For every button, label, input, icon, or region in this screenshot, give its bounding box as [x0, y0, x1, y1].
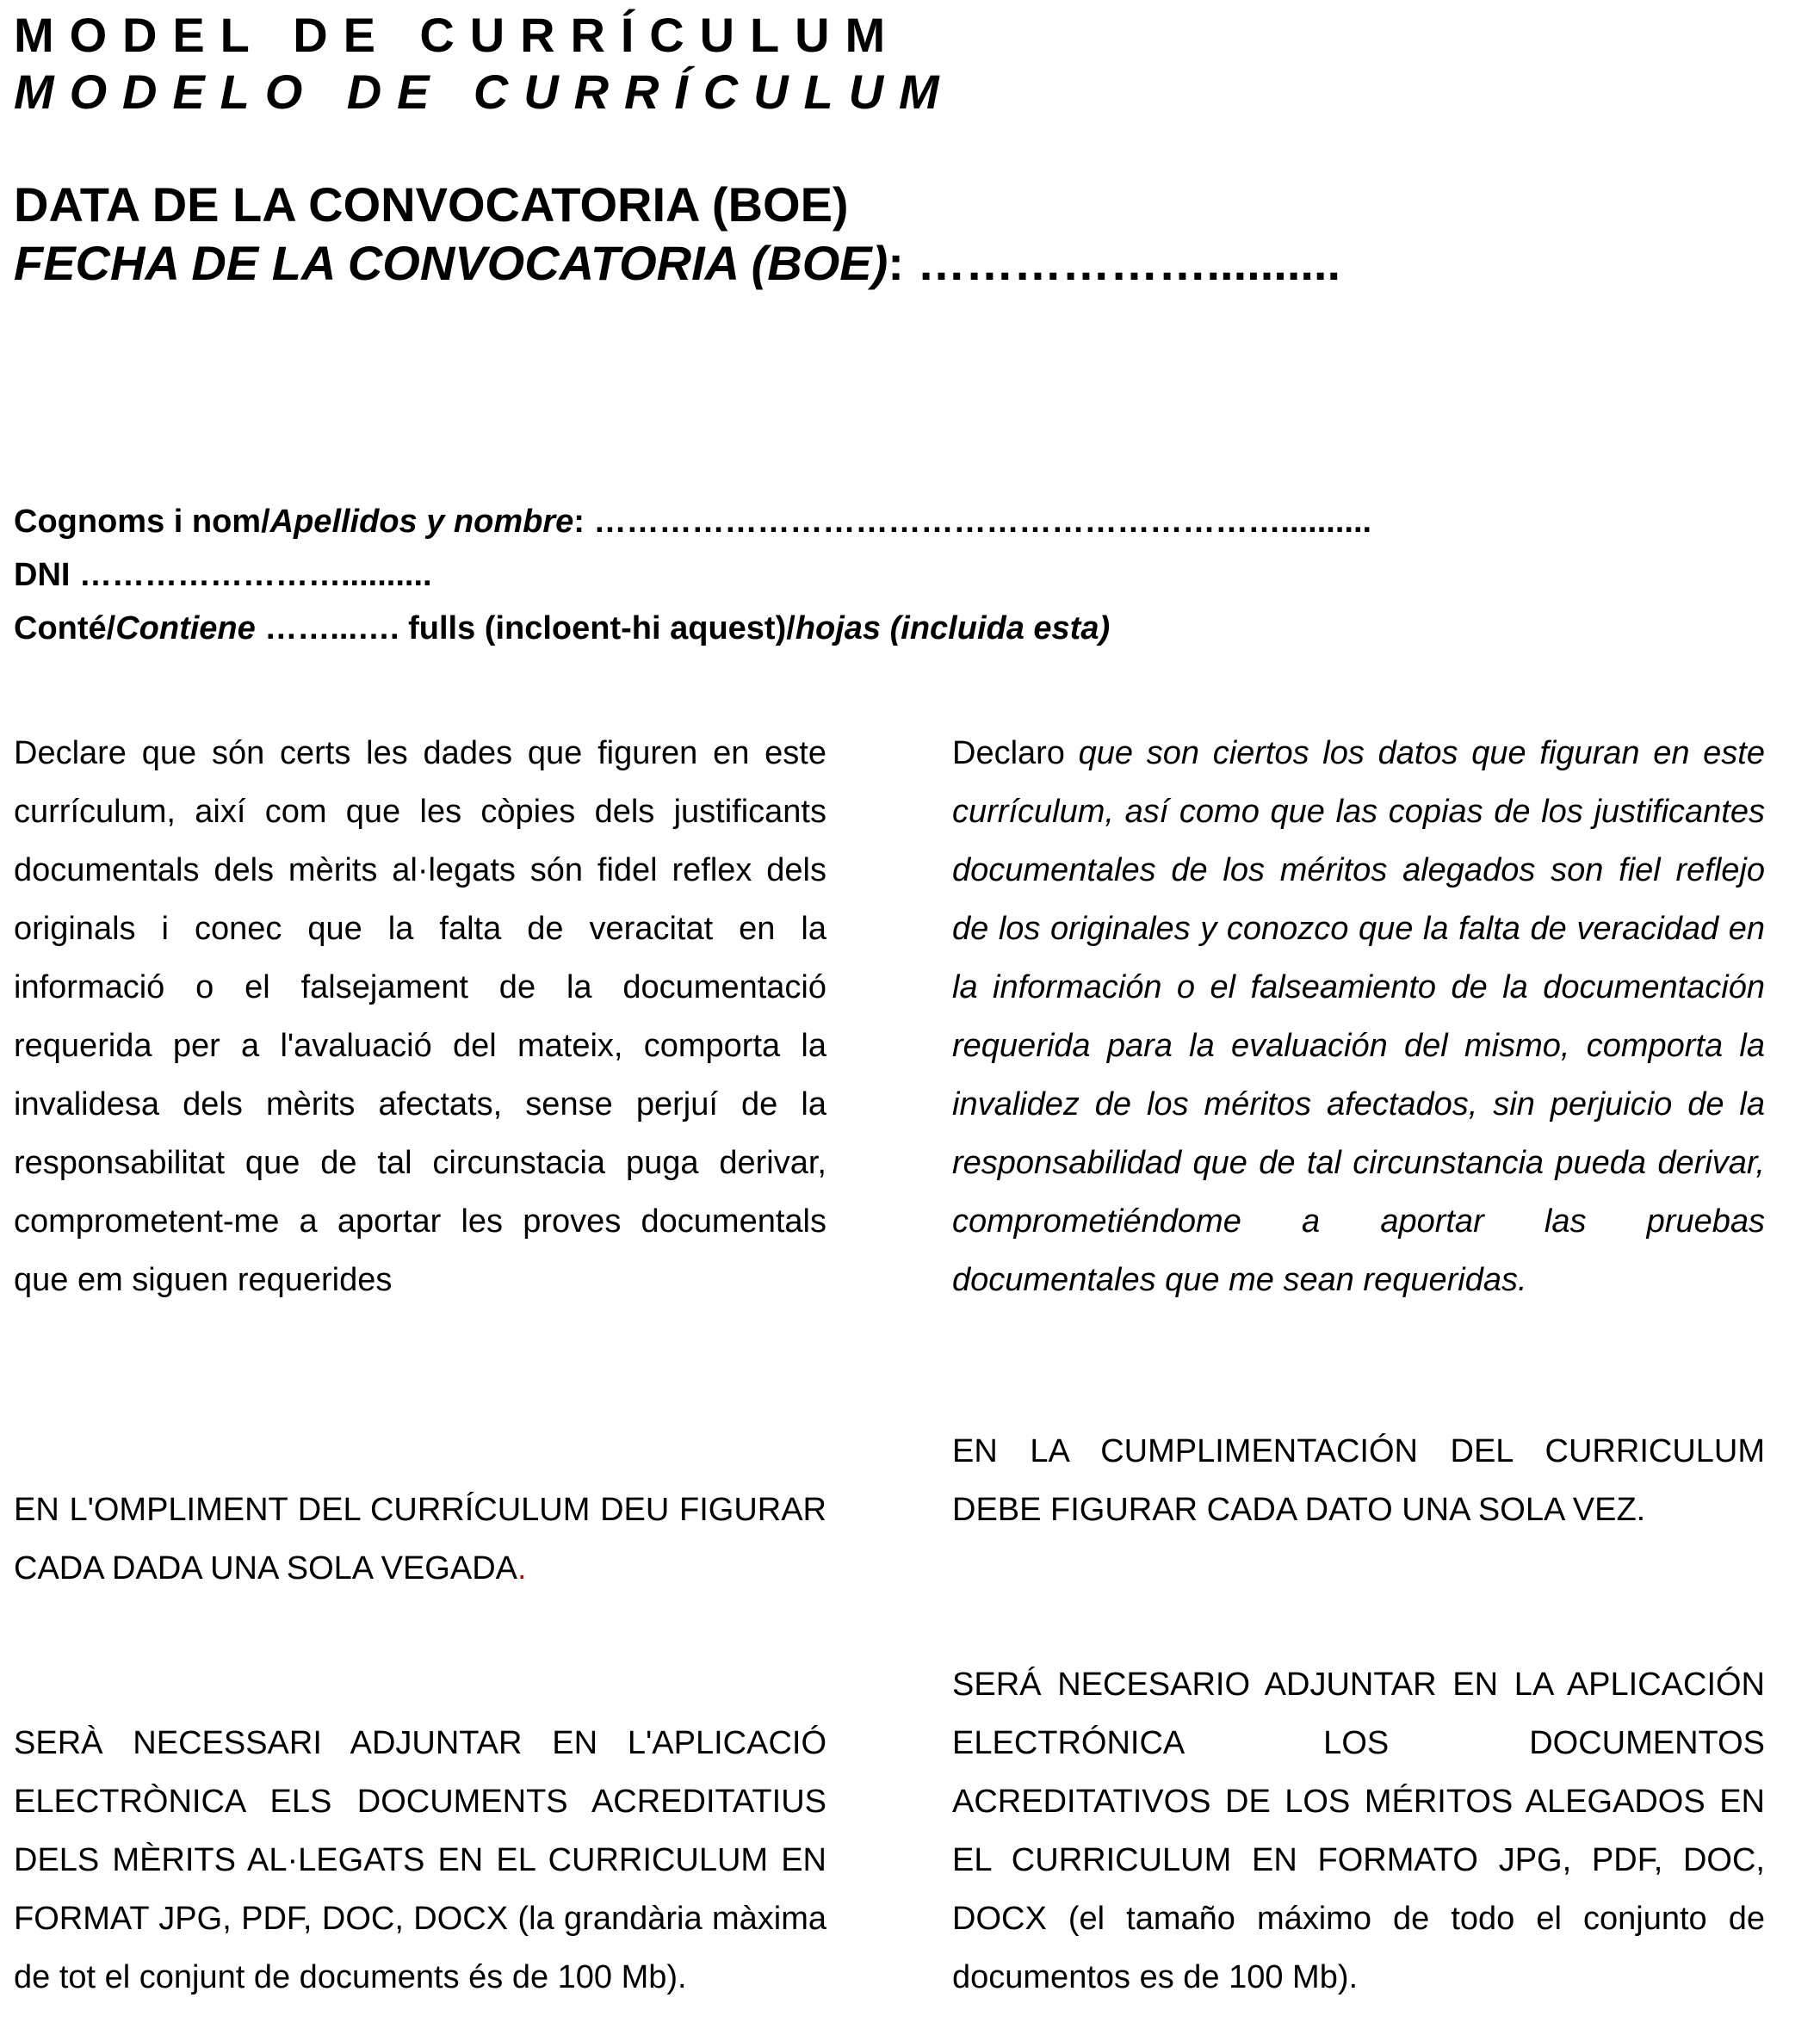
- name-field-line: [14, 495, 1371, 548]
- declaration-spanish-lead: Declaro: [952, 735, 1079, 771]
- fill-notice-catalan: [14, 1481, 826, 1598]
- convocatoria-date-block: [14, 176, 1340, 293]
- declaration-spanish-body: que son ciertos los datos que figuran en este currículum, así como que las copias de los justificantes documentales de los méritos alegados son fiel reflejo de los originales y conozco que la falta de veracidad en la información o el falseamiento de la documentación requerida para la evaluación del mismo, comporta la invalidez de los méritos afectados, sin perjuicio de la responsabilidad que de tal circunstancia pueda derivar, comprometiéndome a aportar las pruebas documentales que me sean requeridas.: [952, 735, 1765, 1298]
- convocatoria-line-spanish: [14, 234, 1340, 293]
- convocatoria-colon: :: [888, 236, 904, 290]
- name-label-catalan: Cognoms i nom/: [14, 504, 270, 540]
- convocatoria-date-field[interactable]: ………………..........: [903, 236, 1341, 290]
- attach-notice-spanish: SERÁ NECESARIO ADJUNTAR EN LA APLICACIÓN ELECTRÓNICA LOS DOCUMENTOS ACREDITATIVOS DE LOS MÉRITOS ALEGADOS EN EL CURRICULUM EN FORMATO JPG, PDF, DOC, DOCX (el tamaño máximo de todo el conjunto de documentos es de 100 Mb).: [952, 1667, 1765, 1995]
- fill-notice-catalan-text: EN L'OMPLIMENT DEL CURRÍCULUM DEU FIGURAR CADA DADA UNA SOLA VEGADA: [14, 1492, 826, 1586]
- dni-field[interactable]: ……………………..........: [79, 557, 432, 593]
- sheets-label-catalan: Conté/: [14, 610, 116, 646]
- title-spanish: MODELO DE CURRÍCULUM: [14, 65, 955, 119]
- dni-label: DNI: [14, 557, 79, 593]
- sheets-count-field[interactable]: ……...…. fulls (incloent-hi aquest)/: [255, 610, 795, 646]
- attach-notice-catalan: SERÀ NECESSARI ADJUNTAR EN L'APLICACIÓ ELECTRÒNICA ELS DOCUMENTS ACREDITATIUS DELS MÈRITS AL·LEGATS EN EL CURRICULUM EN FORMAT JPG, PDF, DOC, DOCX (la grandària màxima de tot el conjunt de documents és de 100 Mb).: [14, 1725, 826, 1995]
- title-catalan: MODEL DE CURRÍCULUM: [14, 8, 901, 62]
- name-label-spanish: Apellidos y nombre: [269, 504, 574, 540]
- dni-field-line: [14, 548, 1371, 602]
- sheets-field-line: [14, 602, 1371, 655]
- declaration-catalan: Declare que són certs les dades que figuren en este currículum, així com que les còpies dels justificants documentals dels mèrits al·legats són fidel reflex dels originals i conec que la falta de veracitat en la informació o el falsejament de la documentació requerida per a l'avaluació del mateix, comporta la invalidesa dels mèrits afectats, sense perjuí de la responsabilitat que de tal circunstacia puga derivar, comprometent-me a aportar les proves documentals que em siguen requerides: [14, 735, 826, 1298]
- sheets-tail-spanish: hojas (incluida esta): [795, 610, 1111, 646]
- convocatoria-label-spanish: FECHA DE LA CONVOCATORIA (BOE): [14, 236, 888, 290]
- convocatoria-label-catalan: DATA DE LA CONVOCATORIA (BOE): [14, 177, 849, 232]
- sheets-label-spanish: Contiene: [115, 610, 256, 646]
- fill-notice-catalan-period: .: [517, 1550, 527, 1586]
- name-field[interactable]: : ………………………………………………………..........: [573, 504, 1372, 540]
- document-title: [14, 7, 955, 121]
- declaration-spanish: [952, 724, 1765, 1309]
- personal-fields: [14, 495, 1371, 655]
- fill-notice-spanish: EN LA CUMPLIMENTACIÓN DEL CURRICULUM DEBE FIGURAR CADA DATO UNA SOLA VEZ.: [952, 1433, 1765, 1528]
